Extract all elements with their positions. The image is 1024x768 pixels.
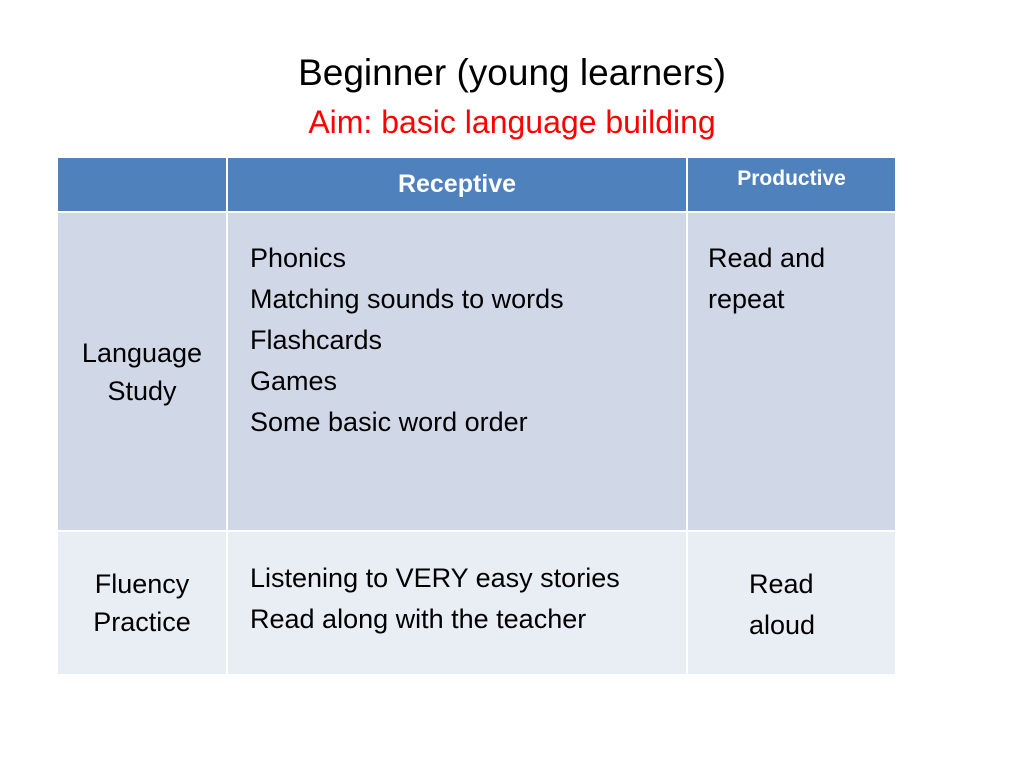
slide-subtitle: Aim: basic language building [308,104,716,140]
cell-language-study-productive [688,213,895,530]
header-productive [688,158,895,211]
productive-activity-text [688,213,895,320]
receptive-activity-list [228,213,686,443]
activity-item: Phonics [250,243,347,273]
header-productive-label: Productive [737,167,846,190]
activity-item: Read along with the teacher [250,604,587,634]
receptive-activity-list [228,532,686,640]
cell-fluency-practice-productive [688,532,895,674]
header-receptive [228,158,686,211]
activity-line: repeat [708,284,785,314]
activity-item: Matching sounds to words [250,284,564,314]
row-label-line: Fluency [94,569,190,599]
row-label-line: Practice [93,607,191,637]
activity-line: Read [749,569,814,599]
row-label-language-study [58,213,226,530]
activity-item: Games [250,366,338,396]
activity-line: Read and [708,243,826,273]
activity-item: Listening to VERY easy stories [250,563,620,593]
activity-item: Some basic word order [250,407,528,437]
row-label-line: Study [107,375,177,406]
activity-line: aloud [749,610,816,640]
row-label-fluency-practice [58,532,226,674]
cell-fluency-practice-receptive [228,532,686,674]
skills-table [58,158,895,678]
header-receptive-label: Receptive [397,170,517,198]
productive-activity-text [688,532,895,646]
header-empty-cell [58,158,226,211]
slide-title: Beginner (young learners) [298,52,726,93]
cell-language-study-receptive [228,213,686,530]
row-label-line: Language [81,337,203,368]
activity-item: Flashcards [250,325,383,355]
